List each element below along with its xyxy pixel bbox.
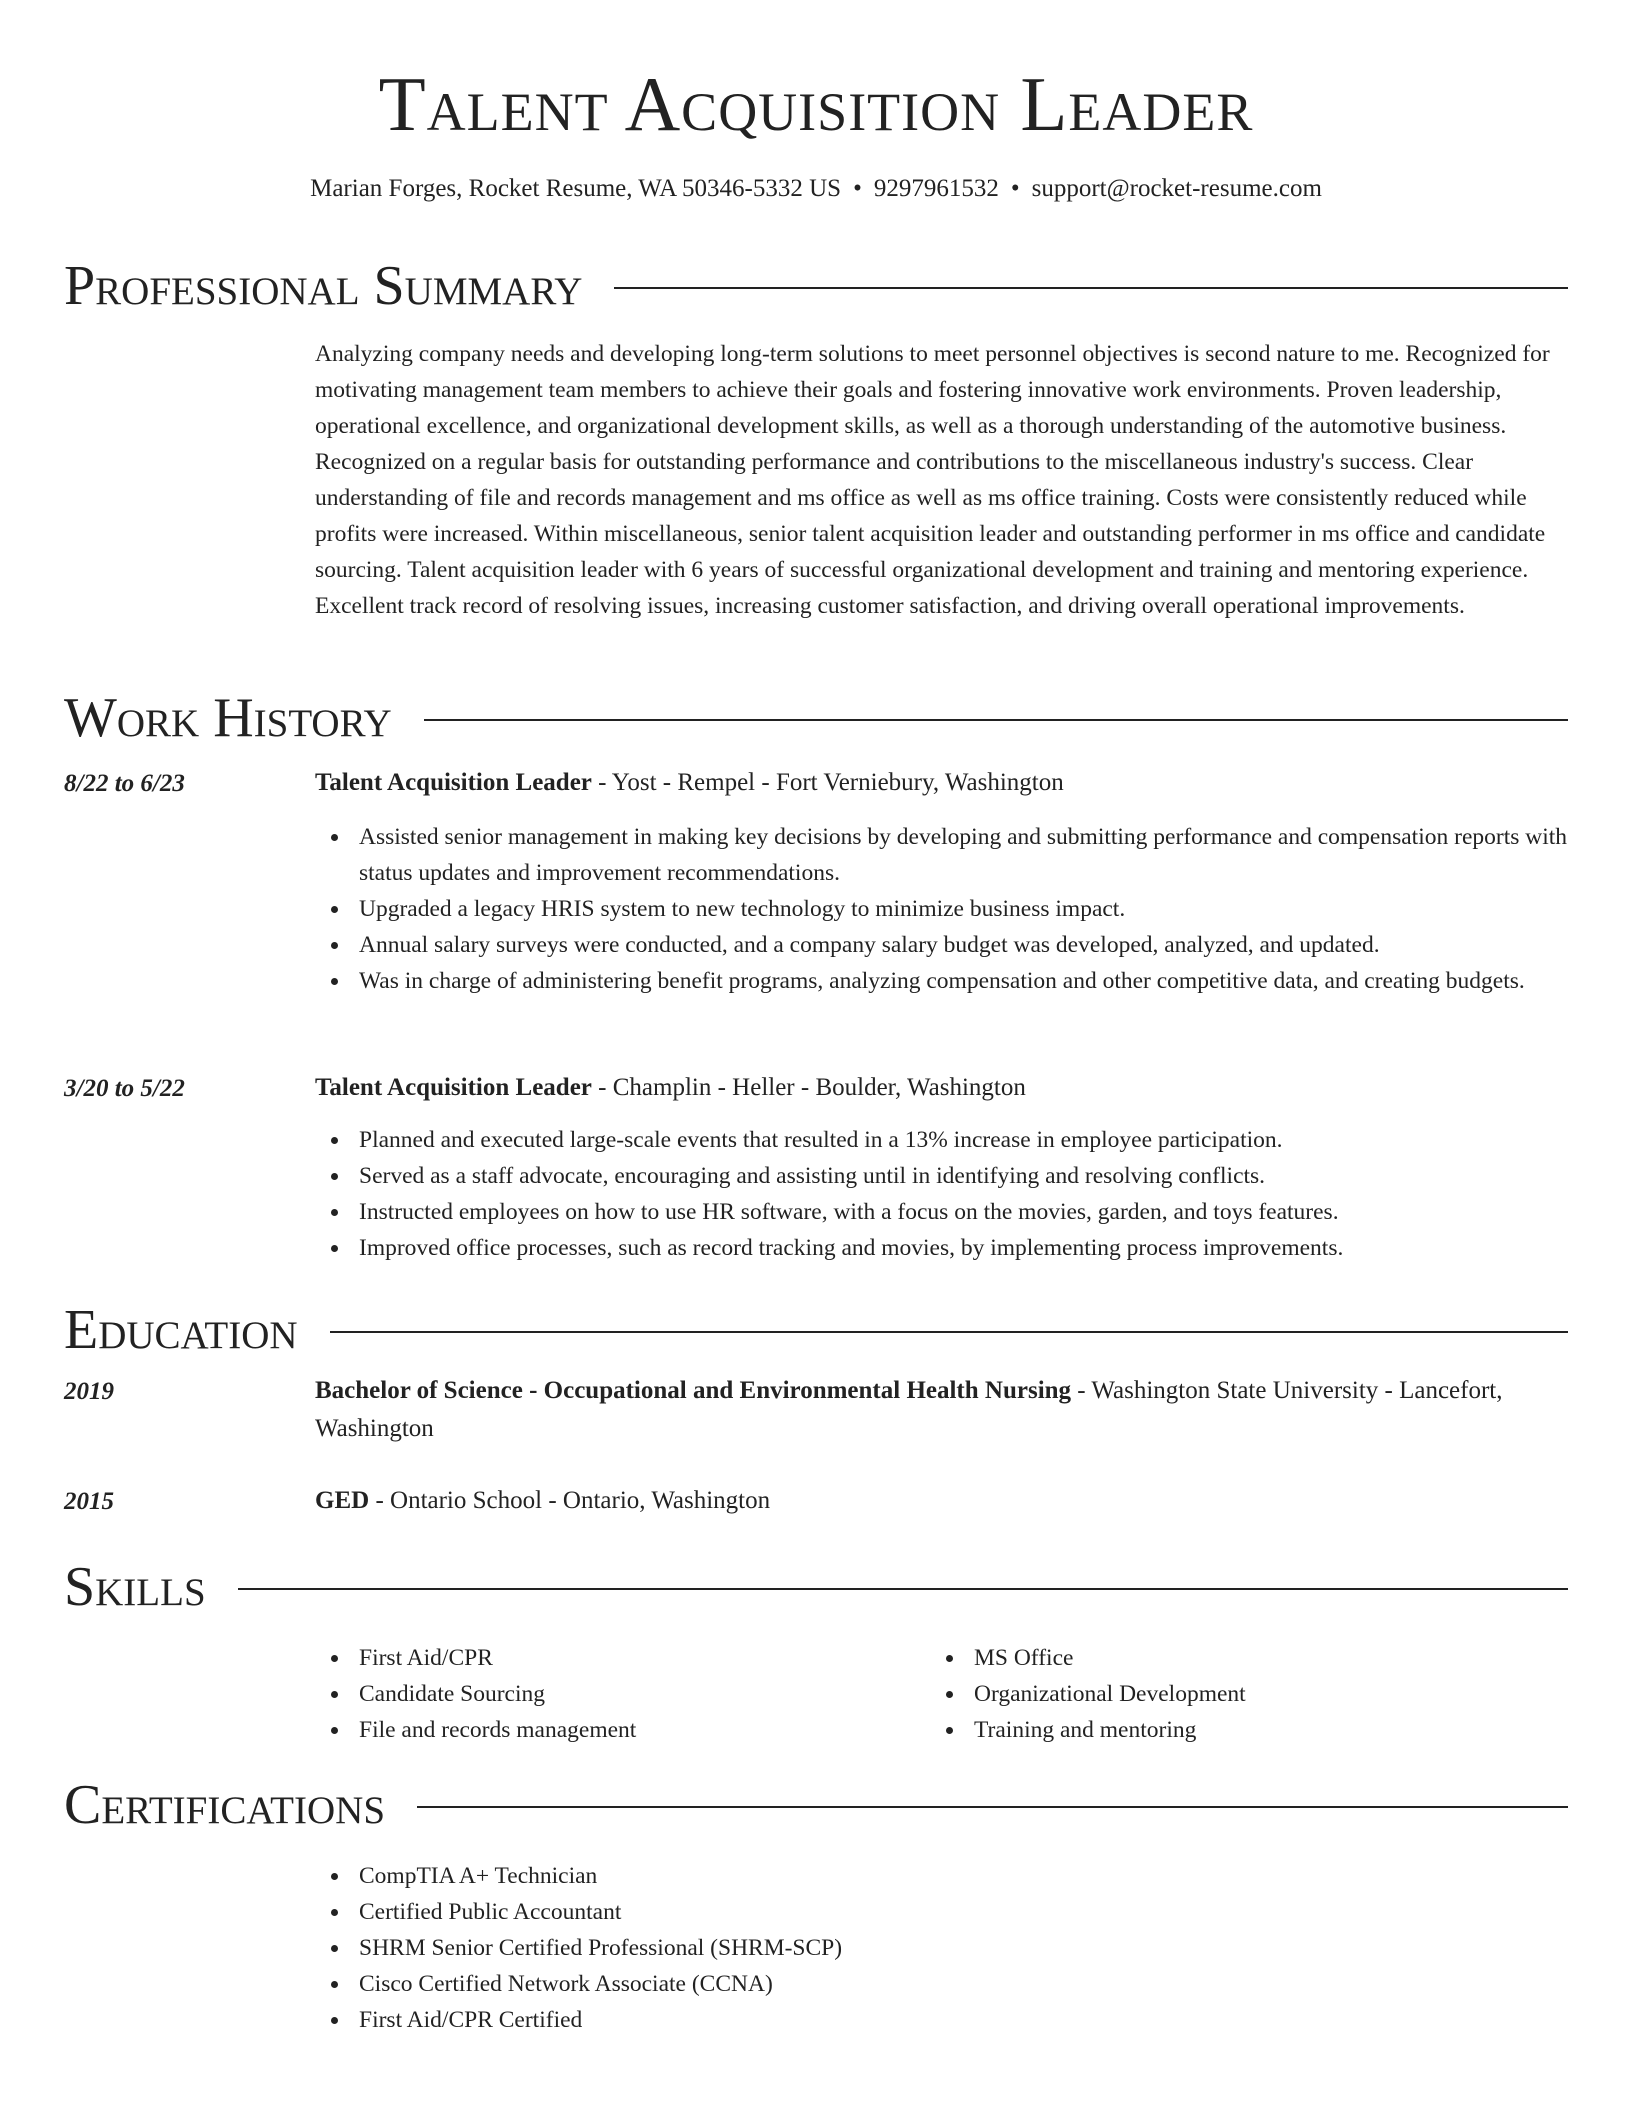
education-degree: GED: [315, 1487, 370, 1514]
section-heading: [64, 1771, 1568, 1839]
section-divider: [330, 1331, 1568, 1333]
job-heading: [315, 764, 1568, 802]
list-item: Upgraded a legacy HRIS system to new technology to minimize business impact.: [315, 891, 1568, 927]
job-bullets: [315, 819, 1568, 999]
section-title: Certifications: [64, 1774, 386, 1836]
section-heading: [64, 1553, 1568, 1621]
contact-phone: 9297961532: [873, 175, 999, 202]
education-details: - Ontario School - Ontario, Washington: [369, 1487, 771, 1514]
skill-item: First Aid/CPR: [315, 1640, 915, 1676]
contact-address: Marian Forges, Rocket Resume, WA 50346-5332 US: [310, 175, 842, 202]
job-dates: 3/20 to 5/22: [64, 1075, 185, 1102]
contact-line: [0, 172, 1632, 206]
list-item: Improved office processes, such as record tracking and movies, by implementing process improvements.: [315, 1230, 1568, 1266]
skill-item: Candidate Sourcing: [315, 1676, 915, 1712]
contact-separator: •: [853, 175, 862, 202]
section-divider: [238, 1588, 1568, 1590]
section-title: Education: [64, 1299, 298, 1361]
certification-item: Certified Public Accountant: [315, 1894, 1568, 1930]
summary-section: [64, 252, 1568, 619]
education-degree: Bachelor of Science - Occupational and Environmental Health Nursing: [315, 1377, 1072, 1404]
section-heading: [64, 252, 1568, 320]
education-year: 2019: [64, 1378, 114, 1405]
list-item: Planned and executed large-scale events that resulted in a 13% increase in employee participation.: [315, 1122, 1568, 1158]
job-dates: 8/22 to 6/23: [64, 770, 185, 797]
job-bullets: [315, 1122, 1568, 1266]
section-title: Skills: [64, 1556, 206, 1618]
education-heading: [315, 1372, 1568, 1448]
list-item: Annual salary surveys were conducted, and a company salary budget was developed, analyzed, and updated.: [315, 927, 1568, 963]
certification-item: Cisco Certified Network Associate (CCNA): [315, 1966, 1568, 2002]
certifications-section: [64, 1771, 1568, 2033]
certification-item: First Aid/CPR Certified: [315, 2002, 1568, 2038]
list-item: Was in charge of administering benefit programs, analyzing compensation and other competitive data, and creating budgets.: [315, 963, 1568, 999]
job-role: Talent Acquisition Leader: [315, 1074, 592, 1101]
work-history-section: [64, 684, 1568, 1261]
list-item: Served as a staff advocate, encouraging and assisting until in identifying and resolving conflicts.: [315, 1158, 1568, 1194]
list-item: Assisted senior management in making key decisions by developing and submitting performance and compensation reports with status updates and improvement recommendations.: [315, 819, 1568, 891]
skill-item: MS Office: [930, 1640, 1530, 1676]
section-heading: [64, 1296, 1568, 1364]
summary-text: Analyzing company needs and developing long-term solutions to meet personnel objectives is second nature to me. Recognized for motivating management team members to achieve their goals and fostering innovative work environments. Proven leadership, operational excellence, and organizational development skills, as well as a thorough understanding of the automotive business. Recognized on a regular basis for outstanding performance and contributions to the miscellaneous industry's success. Clear understanding of file and records management and ms office as well as ms office training. Costs were consistently reduced while profits were increased. Within miscellaneous, senior talent acquisition leader and outstanding performer in ms office and candidate sourcing. Talent acquisition leader with 6 years of successful organizational development and training and mentoring experience. Excellent track record of resolving issues, increasing customer satisfaction, and driving overall operational improvements.: [315, 341, 1550, 619]
job-details: - Champlin - Heller - Boulder, Washington: [591, 1074, 1026, 1101]
skills-list-left: [315, 1640, 915, 1748]
certification-item: CompTIA A+ Technician: [315, 1858, 1568, 1894]
skill-item: File and records management: [315, 1712, 915, 1748]
job-role: Talent Acquisition Leader: [315, 769, 592, 796]
section-divider: [614, 287, 1568, 289]
skills-list-right: [930, 1640, 1530, 1748]
section-title: Work History: [64, 687, 392, 749]
education-heading: [315, 1482, 1568, 1520]
job-heading: [315, 1069, 1568, 1107]
contact-separator: •: [1010, 175, 1020, 202]
certification-item: SHRM Senior Certified Professional (SHRM-SCP): [315, 1930, 1568, 1966]
section-title: Professional Summary: [64, 255, 583, 317]
job-details: - Yost - Rempel - Fort Verniebury, Washington: [591, 769, 1064, 796]
certifications-list: [315, 1858, 1568, 2038]
section-divider: [424, 719, 1568, 721]
candidate-title: Talent Acquisition Leader: [378, 61, 1254, 147]
education-section: [64, 1296, 1568, 1515]
skill-item: Training and mentoring: [930, 1712, 1530, 1748]
section-heading: [64, 684, 1568, 752]
education-details: - Washington State University - Lancefort, Washington: [315, 1377, 1503, 1442]
list-item: Instructed employees on how to use HR software, with a focus on the movies, garden, and toys features.: [315, 1194, 1568, 1230]
contact-email[interactable]: support@rocket-resume.com: [1031, 175, 1322, 202]
education-year: 2015: [64, 1488, 114, 1515]
skills-section: [64, 1553, 1568, 1743]
section-divider: [417, 1806, 1568, 1808]
skill-item: Organizational Development: [930, 1676, 1530, 1712]
